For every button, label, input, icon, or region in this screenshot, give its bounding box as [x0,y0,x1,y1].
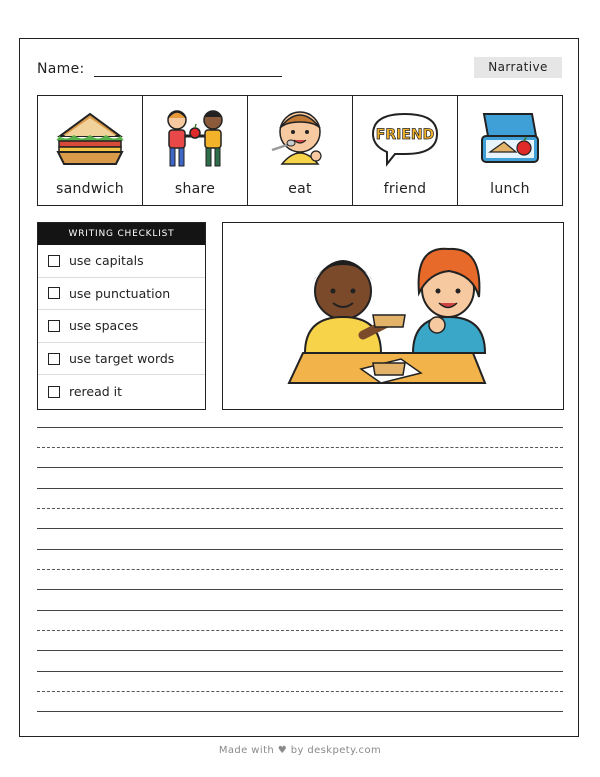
checkbox[interactable] [48,353,60,365]
vocab-card-friend [353,96,458,205]
child-eating-icon [260,106,340,172]
genre-badge: Narrative [474,57,562,78]
name-row [37,60,282,77]
worksheet [19,38,579,737]
vocab-word: share [174,181,216,197]
writing-line[interactable] [37,650,563,651]
writing-line[interactable] [37,528,563,529]
checklist-item[interactable] [38,375,205,408]
writing-line[interactable] [37,467,563,468]
checklist-item[interactable] [38,310,205,343]
guide-line [37,569,563,570]
checklist-item-label: use target words [69,351,175,367]
scene-picture-frame [222,222,564,410]
guide-line [37,447,563,448]
vocab-card-eat [248,96,353,205]
vocab-word: lunch [490,181,530,197]
guide-line [37,630,563,631]
vocab-word: friend [383,181,427,197]
kids-sharing-icon [155,106,235,172]
checkbox[interactable] [48,320,60,332]
friend-bubble-text: FRIEND [375,127,435,143]
name-label: Name: [37,61,85,77]
footer-made-with: Made with [218,745,275,756]
vocab-word: sandwich [56,181,124,197]
writing-line[interactable] [37,671,563,672]
guide-line [37,508,563,509]
vocabulary-strip [37,95,563,206]
footer-by-site[interactable]: by deskpety.com [290,745,382,756]
checkbox[interactable] [48,287,60,299]
writing-line[interactable] [37,610,563,611]
writing-line[interactable] [37,427,563,428]
vocab-card-sandwich [38,96,143,205]
checklist-item[interactable] [38,278,205,311]
writing-line[interactable] [37,549,563,550]
writing-line[interactable] [37,488,563,489]
vocab-card-lunch [458,96,562,205]
sandwich-icon [50,106,130,172]
checklist-item-label: reread it [69,384,123,400]
lunchbox-icon [470,106,550,172]
name-line[interactable] [94,60,282,77]
writing-line[interactable] [37,589,563,590]
checklist-title: WRITING CHECKLIST [38,223,205,245]
writing-checklist [37,222,206,410]
checklist-item-label: use spaces [69,318,139,334]
guide-line [37,691,563,692]
heart-icon: ♥ [277,745,288,756]
kids-sharing-sandwich-illustration [223,223,562,408]
vocab-word: eat [288,181,312,197]
checklist-item-label: use punctuation [69,285,171,301]
friend-speech-bubble-icon [365,106,445,172]
writing-line[interactable] [37,711,563,712]
checklist-item[interactable] [38,245,205,278]
vocab-card-share [143,96,248,205]
checklist-item-label: use capitals [69,253,144,269]
footer-credit [0,745,600,756]
checklist-item[interactable] [38,343,205,376]
checkbox[interactable] [48,255,60,267]
checkbox[interactable] [48,386,60,398]
